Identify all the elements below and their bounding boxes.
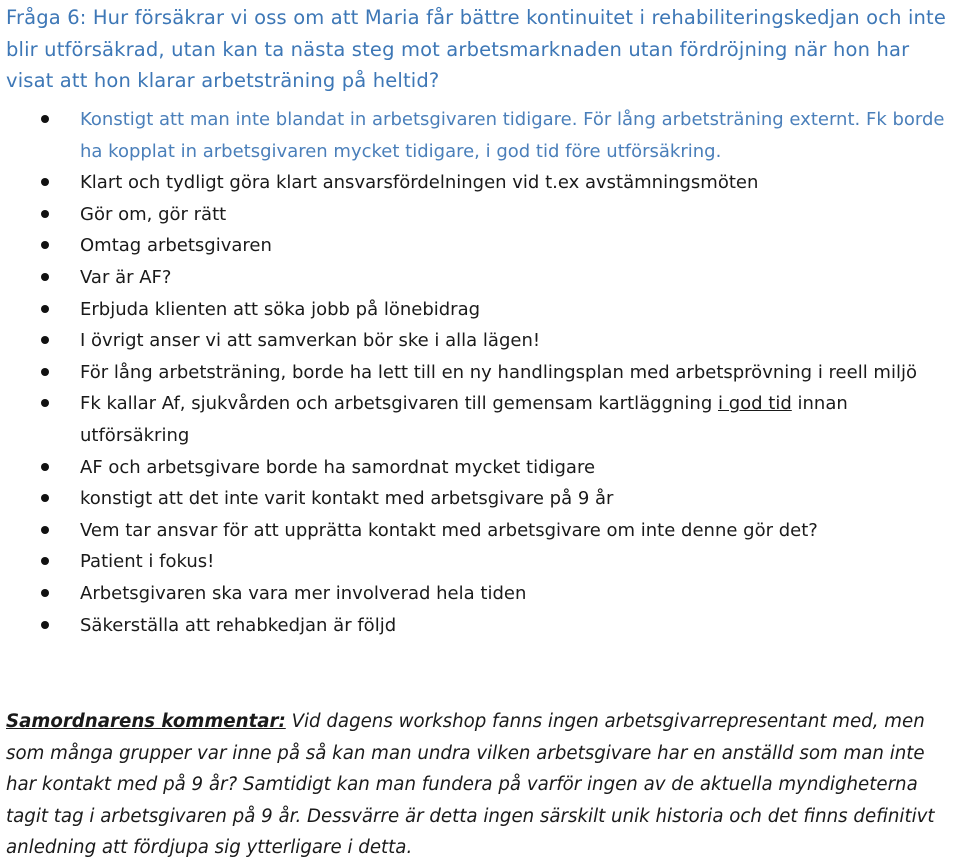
- list-item-text: AF och arbetsgivare borde ha samordnat mycket tidigare: [80, 456, 596, 478]
- bullet-icon: [41, 463, 49, 471]
- bullet-icon: [41, 273, 49, 281]
- bullet-icon: [41, 526, 49, 534]
- bullet-icon: [41, 336, 49, 344]
- list-item: [0, 483, 960, 515]
- list-item: [0, 294, 960, 326]
- list-item: [0, 230, 960, 262]
- list-item-text: Erbjuda klienten att söka jobb på lönebidrag: [80, 298, 481, 320]
- list-item-text: Säkerställa att rehabkedjan är följd: [80, 614, 397, 636]
- list-item-text-after: innan utförsäkring: [80, 393, 848, 446]
- list-item-text: Klart och tydligt göra klart ansvarsfördelningen vid t.ex avstämningsmöten: [80, 172, 759, 194]
- comment-text: Vid dagens workshop fanns ingen arbetsgivarrepresentant med, men som många grupper var inne på så kan man undra vilken arbetsgivare har en anställd som man inte har kontakt med på 9 år? Samtidigt kan man fundera på varför ingen av de aktuella myndigheterna tagit tag i arbetsgivaren på 9 år. Dessvärre är detta ingen särskilt unik historia och det finns definitivt anledning att fördjupa sig ytterligare i detta.: [6, 711, 935, 859]
- bullet-icon: [41, 557, 49, 565]
- list-item: [0, 325, 960, 357]
- question-heading: Fråga 6: Hur försäkrar vi oss om att Maria får bättre kontinuitet i rehabiliteringskedjan och inte blir utförsäkrad, utan kan ta nästa steg mot arbetsmarknaden utan fördröjning när hon har visat att hon klarar arbetsträning på heltid?: [6, 6, 946, 92]
- list-item-text: konstigt att det inte varit kontakt med arbetsgivare på 9 år: [80, 488, 614, 510]
- coordinator-comment: [6, 706, 956, 864]
- list-item-text: Var är AF?: [80, 266, 172, 288]
- underlined-phrase: i god tid: [717, 393, 792, 415]
- list-item-text: I övrigt anser vi att samverkan bör ske i alla lägen!: [80, 330, 541, 352]
- list-item-text: Arbetsgivaren ska vara mer involverad hela tiden: [80, 582, 527, 604]
- bullet-icon: [41, 621, 49, 629]
- comment-label: Samordnarens kommentar:: [6, 711, 286, 732]
- list-item: [0, 104, 960, 167]
- bullet-icon: [41, 210, 49, 218]
- list-item-text: Vem tar ansvar för att upprätta kontakt med arbetsgivare om inte denne gör det?: [80, 519, 818, 541]
- bullet-icon: [41, 241, 49, 249]
- list-item-text: Gör om, gör rätt: [80, 203, 227, 225]
- list-item: [0, 167, 960, 199]
- list-item: [0, 452, 960, 484]
- list-item: [0, 610, 960, 642]
- bullet-icon: [41, 589, 49, 597]
- list-item-text: Omtag arbetsgivaren: [80, 235, 272, 257]
- list-item: [0, 357, 960, 389]
- bullet-icon: [41, 178, 49, 186]
- answer-list: [0, 104, 960, 641]
- list-item: [0, 388, 960, 451]
- bullet-icon: [41, 399, 49, 407]
- bullet-icon: [41, 305, 49, 313]
- list-item-text: För lång arbetsträning, borde ha lett till en ny handlingsplan med arbetsprövning i reell miljö: [80, 361, 917, 383]
- bullet-icon: [41, 115, 49, 123]
- list-item-text: Konstigt att man inte blandat in arbetsgivaren tidigare. För lång arbetsträning externt. Fk borde ha kopplat in arbetsgivaren mycket tidigare, i god tid före utförsäkring.: [80, 109, 945, 162]
- list-item-text: Patient i fokus!: [80, 551, 215, 573]
- list-item: [0, 546, 960, 578]
- bullet-icon: [41, 494, 49, 502]
- bullet-icon: [41, 368, 49, 376]
- list-item-text-before: Fk kallar Af, sjukvården och arbetsgivaren till gemensam kartläggning: [80, 393, 718, 415]
- list-item: [0, 578, 960, 610]
- list-item: [0, 262, 960, 294]
- list-item: [0, 515, 960, 547]
- list-item: [0, 199, 960, 231]
